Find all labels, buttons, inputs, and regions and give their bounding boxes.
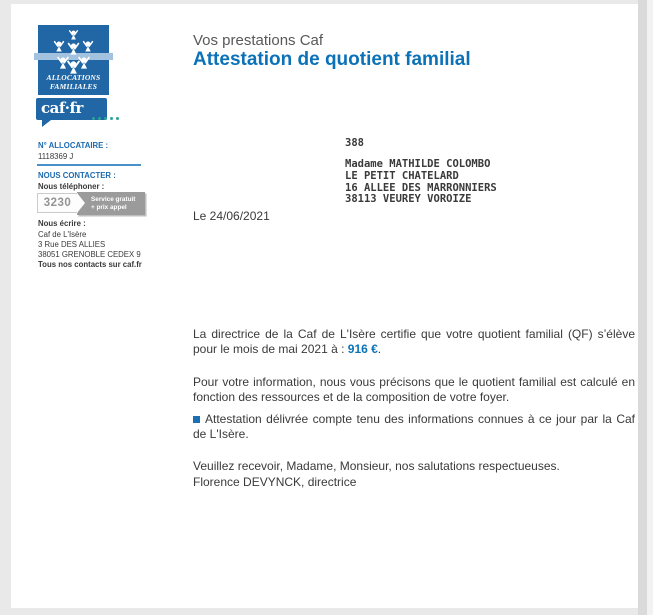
caffr-logo — [36, 98, 107, 120]
paragraph-quotient — [193, 327, 635, 357]
signature-line: Florence DEVYNCK, directrice — [193, 474, 357, 489]
allocataire-label: N° ALLOCATAIRE : — [38, 141, 109, 150]
recipient-line: Madame MATHILDE COLOMBO — [345, 158, 491, 170]
closing-block — [193, 459, 635, 490]
logo-org-line1: ALLOCATIONS — [46, 73, 101, 82]
write-label: Nous écrire : — [38, 219, 86, 228]
recipient-code: 388 — [345, 137, 364, 149]
recipient-address — [345, 159, 497, 206]
paragraph-quotient-text: La directrice de la Caf de L'Isère certifie que votre quotient familial (QF) s’élève pour le mois de mai 2021 à : — [193, 327, 635, 356]
paragraph-attestation-text: Attestation délivrée compte tenu des informations connues à ce jour par la Caf de L'Isère. — [193, 412, 635, 441]
letter-subtitle: Vos prestations Caf — [193, 32, 324, 49]
bullet-square-icon — [193, 416, 200, 423]
letter-page — [11, 4, 638, 608]
caf-org-street: 3 Rue DES ALLIES — [38, 240, 106, 249]
logo-org-line2: FAMILIALES — [49, 81, 98, 91]
page-title: Attestation de quotient familial — [193, 49, 471, 70]
letter-date: Le 24/06/2021 — [193, 209, 270, 223]
paragraph-information: Pour votre information, nous vous précisons que le quotient familial est calculé en fonction des ressources et de la composition de votre foyer. — [193, 375, 635, 404]
logo-org-name — [38, 74, 109, 91]
phone-badge-note — [77, 192, 145, 215]
phone-note-line1: Service gratuit — [91, 195, 136, 203]
sidebar-divider-line — [37, 164, 141, 166]
paragraph-quotient-end: . — [377, 342, 382, 356]
allocataire-number: 1118369 J — [38, 152, 74, 161]
recipient-line: 16 ALLEE DES MARRONNIERS — [345, 181, 497, 194]
closing-line: Veuillez recevoir, Madame, Monsieur, nos salutations respectueuses. — [193, 459, 560, 473]
recipient-line: 38113 VEUREY VOROIZE — [345, 193, 472, 206]
recipient-line: LE PETIT CHATELARD — [345, 169, 459, 182]
quotient-amount: 916 € — [347, 342, 378, 356]
caf-org-name: Caf de L'Isère — [38, 230, 87, 239]
contact-label: NOUS CONTACTER : — [38, 171, 116, 180]
scrollbar-track[interactable] — [638, 0, 653, 615]
caf-org-city: 38051 GRENOBLE CEDEX 9 — [38, 250, 141, 259]
speech-bubble-tail-icon — [42, 120, 51, 127]
caffr-wordmark: caf·fr — [41, 99, 83, 117]
phone-label: Nous téléphoner : — [38, 182, 105, 191]
phone-note-line2: + prix appel — [91, 203, 127, 211]
phone-number: 3230 — [37, 193, 78, 213]
paragraph-attestation — [193, 412, 635, 442]
contacts-footer: Tous nos contacts sur caf.fr — [38, 260, 142, 269]
caf-logo — [38, 25, 109, 95]
phone-badge — [37, 192, 147, 215]
caffr-dots-icon — [92, 107, 122, 125]
